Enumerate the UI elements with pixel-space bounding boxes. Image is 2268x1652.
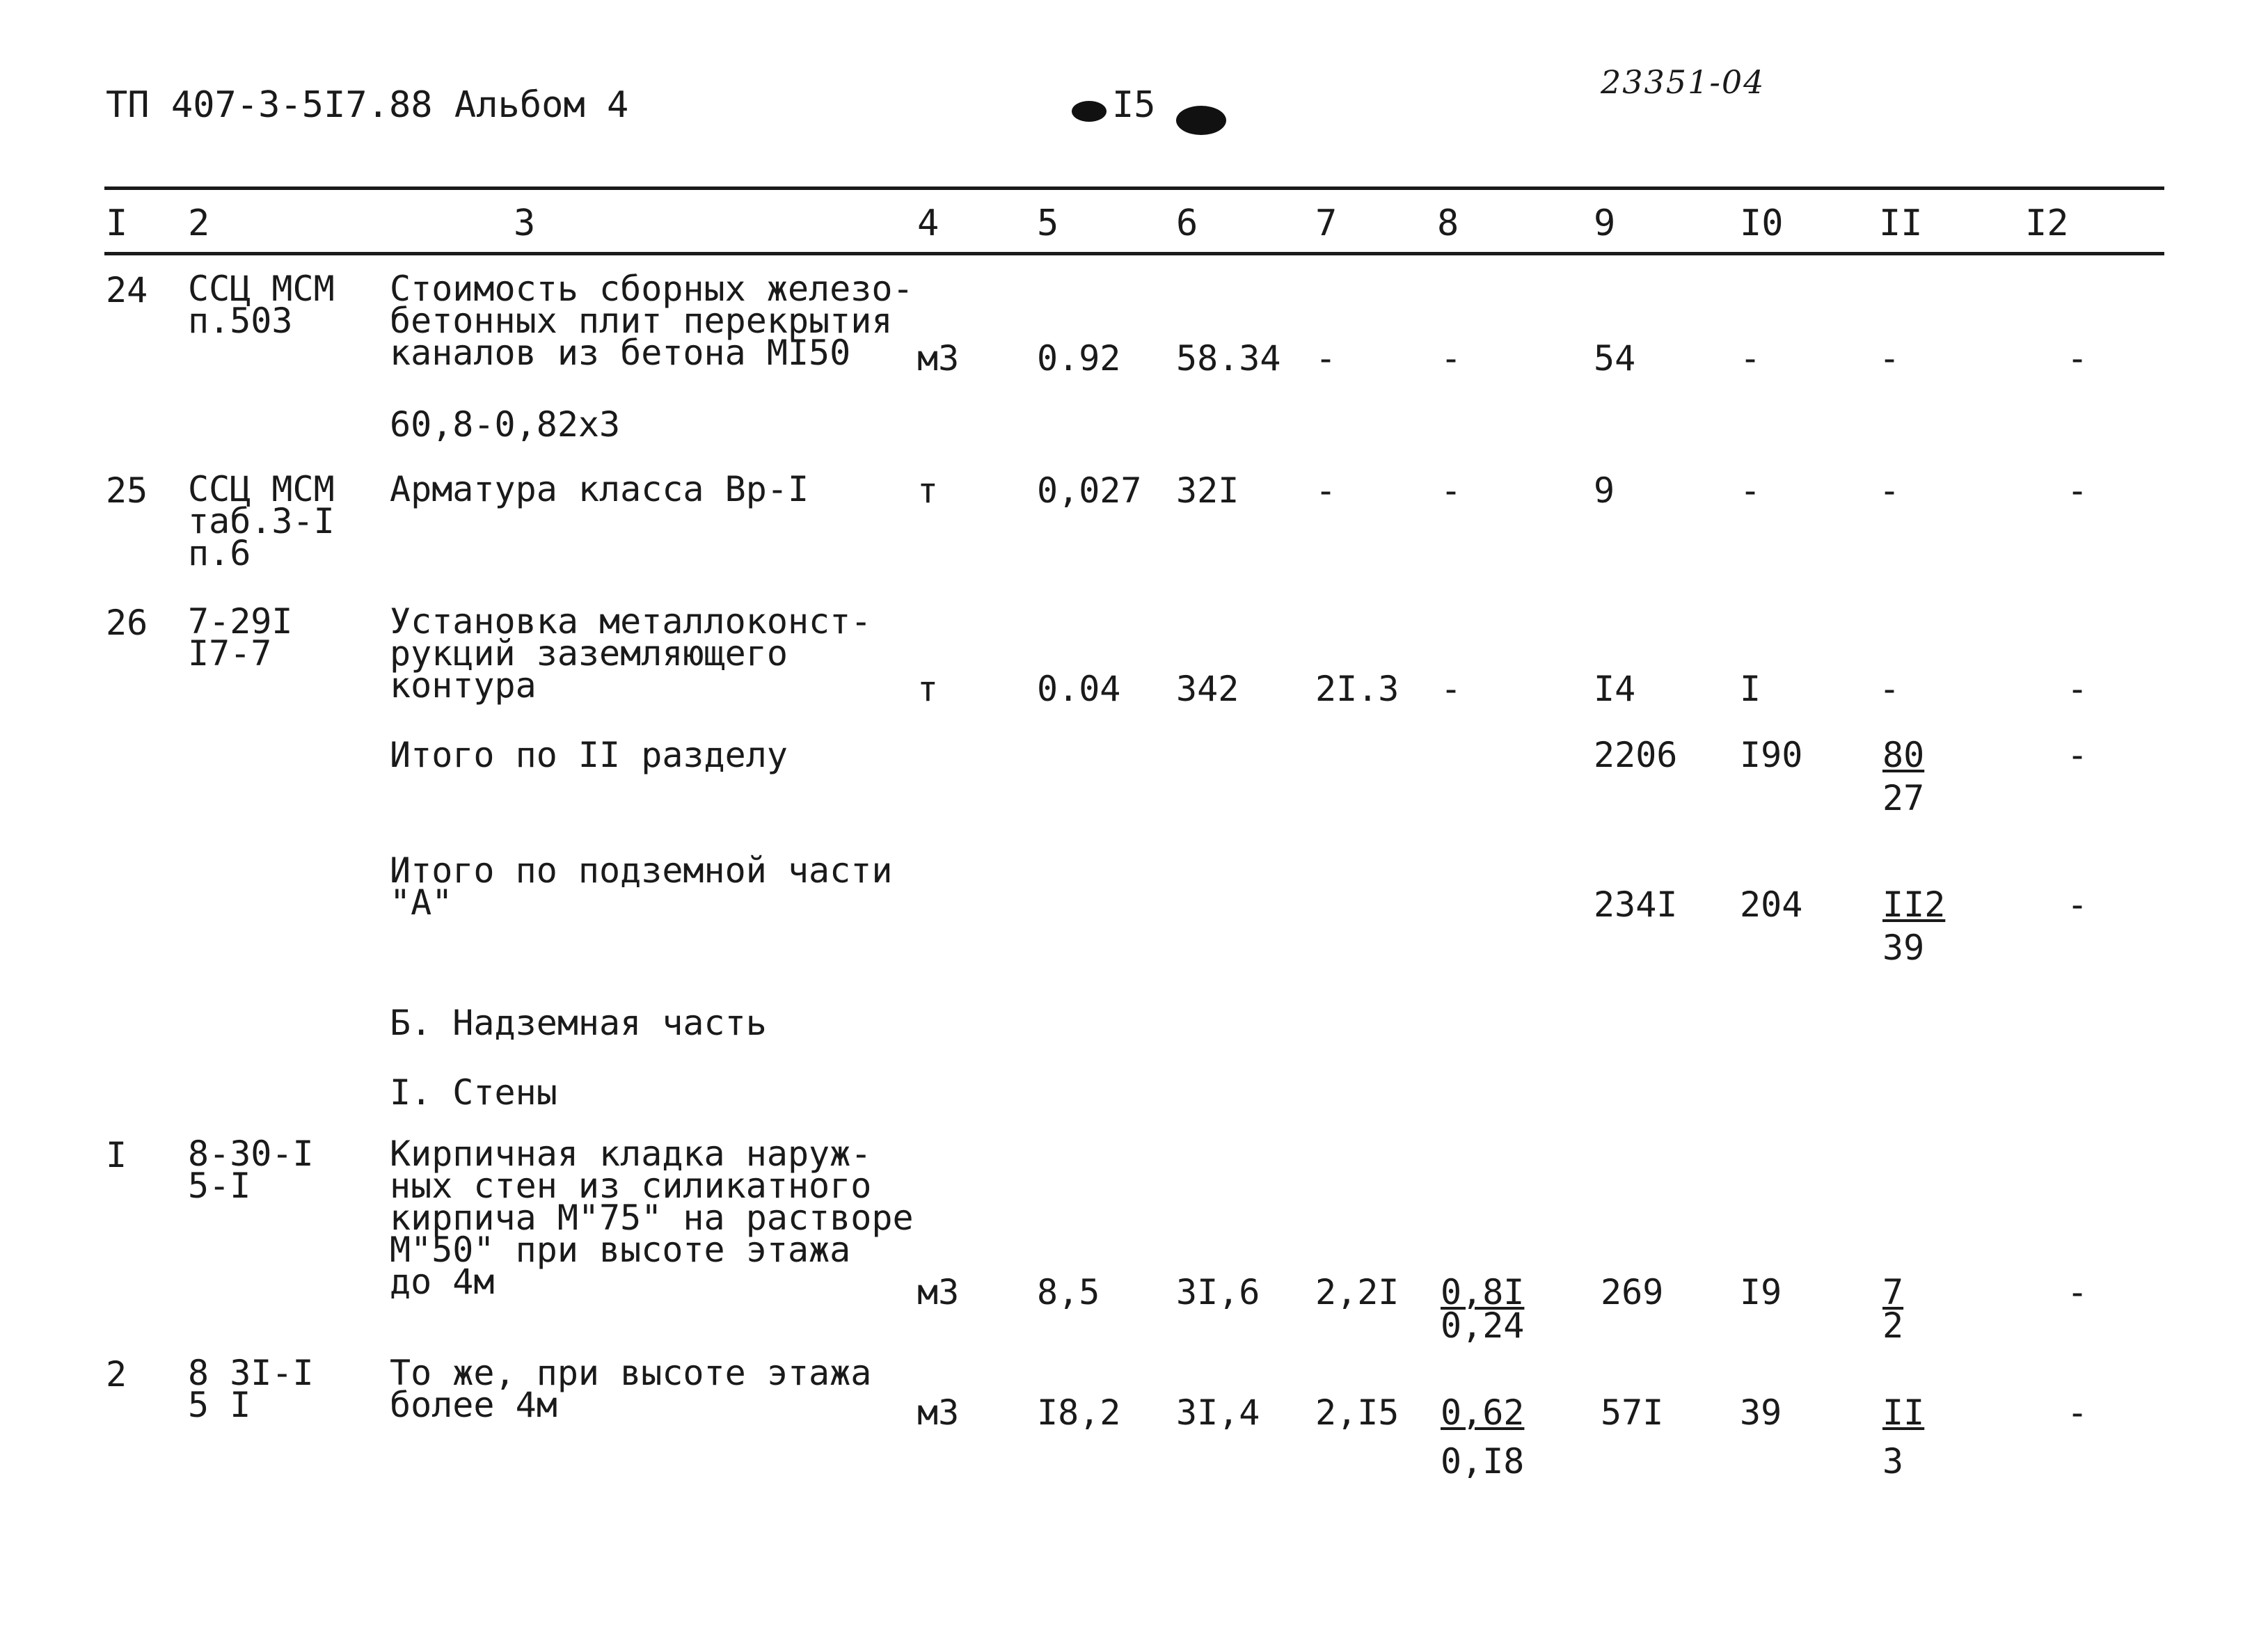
- col11-fraction: [1882, 1392, 1925, 1482]
- col12-value: -: [2067, 1392, 2088, 1433]
- subsection-heading: I. Стены: [390, 1072, 557, 1113]
- unit: м3: [917, 338, 960, 379]
- table-top-rule: [104, 186, 2164, 190]
- row-number: 26: [106, 603, 148, 643]
- unit: т: [917, 669, 939, 709]
- col-header-5: 5: [1037, 202, 1059, 244]
- ink-blot-left: [1072, 101, 1107, 122]
- col8-fraction: [1441, 1272, 1525, 1346]
- col12-value: -: [2067, 470, 2088, 511]
- norm-code: 7-29I I7-7: [188, 601, 293, 674]
- quantity: 0.92: [1037, 338, 1121, 379]
- col11-value: -: [1879, 669, 1901, 709]
- col7-value: 2,2I: [1315, 1272, 1399, 1312]
- work-description: Кирпичная кладка наруж- ных стен из силикатного кирпича М"75" на растворе М"50" при высоте этажа до 4м: [390, 1134, 914, 1302]
- quantity: 8,5: [1037, 1272, 1100, 1312]
- total-col12: -: [2067, 884, 2088, 925]
- norm-code: ССЦ МСМ п.503: [188, 269, 335, 341]
- unit: т: [917, 470, 939, 511]
- col-header-4: 4: [917, 202, 939, 244]
- col-header-11: II: [1879, 202, 1923, 244]
- table-header-rule: [104, 252, 2164, 255]
- handwritten-inventory-number: 23351-04: [1601, 63, 1766, 101]
- col-header-10: I0: [1740, 202, 1784, 244]
- quantity: 0.04: [1037, 669, 1121, 709]
- col8-value: -: [1441, 338, 1462, 379]
- norm-code: 8-30-I 5-I: [188, 1134, 314, 1206]
- unit-cost: 58.34: [1176, 338, 1281, 379]
- calculation-note: 60,8-0,82х3: [390, 404, 621, 445]
- fraction-denominator: 3: [1882, 1441, 1904, 1482]
- col12-value: -: [2067, 338, 2088, 379]
- row-number: 2: [106, 1354, 127, 1395]
- page-number: I5: [1112, 84, 1156, 126]
- col7-value: -: [1315, 470, 1337, 511]
- fraction-numerator: 0,62: [1441, 1392, 1525, 1433]
- col7-value: 2I.3: [1315, 669, 1399, 709]
- col-header-8: 8: [1437, 202, 1459, 244]
- total-cost: 269: [1601, 1272, 1664, 1312]
- col8-value: -: [1441, 470, 1462, 511]
- work-description: Стоимость сборных железо- бетонных плит перекрытия каналов из бетона МI50: [390, 269, 914, 373]
- row-number: 25: [106, 470, 148, 511]
- ink-blot-right: [1176, 106, 1226, 135]
- total-cost: 57I: [1601, 1392, 1664, 1433]
- unit-cost: 3I,4: [1176, 1392, 1260, 1433]
- col7-value: 2,I5: [1315, 1392, 1399, 1433]
- col-header-2: 2: [188, 202, 210, 244]
- subtotal-col12: -: [2067, 735, 2088, 775]
- total-cost: I4: [1594, 669, 1636, 709]
- unit: м3: [917, 1272, 960, 1312]
- unit-cost: 32I: [1176, 470, 1239, 511]
- total-label: Итого по подземной части "А": [390, 850, 893, 923]
- fraction-denominator: 0,I8: [1441, 1441, 1525, 1482]
- fraction-numerator: 7: [1882, 1272, 1904, 1312]
- col12-value: -: [2067, 1272, 2088, 1312]
- norm-code: ССЦ МСМ таб.3-I п.6: [188, 469, 335, 573]
- col12-value: -: [2067, 669, 2088, 709]
- col11-value: -: [1879, 470, 1901, 511]
- row-number: I: [106, 1135, 127, 1175]
- col-header-9: 9: [1594, 202, 1616, 244]
- subtotal-col11-fraction: [1882, 735, 1925, 818]
- fraction-numerator: II2: [1882, 884, 1946, 925]
- col-header-1: I: [106, 202, 128, 244]
- section-heading: Б. Надземная часть: [390, 1003, 767, 1043]
- col10-value: -: [1740, 338, 1761, 379]
- fraction-denominator: 0,24: [1441, 1305, 1525, 1346]
- quantity: 0,027: [1037, 470, 1142, 511]
- subtotal-col10: I90: [1740, 735, 1803, 775]
- total-cost: 234I: [1594, 884, 1678, 925]
- col8-value: -: [1441, 669, 1462, 709]
- quantity: I8,2: [1037, 1392, 1121, 1433]
- unit-cost: 3I,6: [1176, 1272, 1260, 1312]
- fraction-denominator: 27: [1882, 778, 1925, 818]
- fraction-denominator: 39: [1882, 928, 1925, 968]
- col11-fraction: [1882, 1272, 1904, 1346]
- col-header-7: 7: [1315, 202, 1338, 244]
- col10-value: I: [1740, 669, 1761, 709]
- col8-fraction: [1441, 1392, 1525, 1482]
- row-number: 24: [106, 270, 148, 310]
- col-header-6: 6: [1176, 202, 1198, 244]
- subtotal-label: Итого по II разделу: [390, 735, 788, 775]
- col11-value: -: [1879, 338, 1901, 379]
- total-col10: 204: [1740, 884, 1803, 925]
- col7-value: -: [1315, 338, 1337, 379]
- total-cost: 9: [1594, 470, 1615, 511]
- col10-value: 39: [1740, 1392, 1782, 1433]
- col-header-12: I2: [2025, 202, 2069, 244]
- total-col11-fraction: [1882, 884, 1946, 968]
- fraction-numerator: 0,8I: [1441, 1272, 1525, 1312]
- subtotal-cost: 2206: [1594, 735, 1678, 775]
- document-reference: ТП 407-3-5I7.88 Альбом 4: [106, 84, 629, 126]
- norm-code: 8 3I-I 5 I: [188, 1353, 314, 1425]
- fraction-numerator: 80: [1882, 735, 1925, 775]
- work-description: Арматура класса Вр-I: [390, 469, 809, 509]
- work-description: Установка металлоконст- рукций заземляющего контура: [390, 601, 872, 706]
- unit-cost: 342: [1176, 669, 1239, 709]
- total-cost: 54: [1594, 338, 1636, 379]
- col10-value: -: [1740, 470, 1761, 511]
- fraction-denominator: 2: [1882, 1305, 1904, 1346]
- work-description: То же, при высоте этажа более 4м: [390, 1353, 872, 1425]
- unit: м3: [917, 1392, 960, 1433]
- col10-value: I9: [1740, 1272, 1782, 1312]
- fraction-numerator: II: [1882, 1392, 1925, 1433]
- col-header-3: 3: [514, 202, 536, 244]
